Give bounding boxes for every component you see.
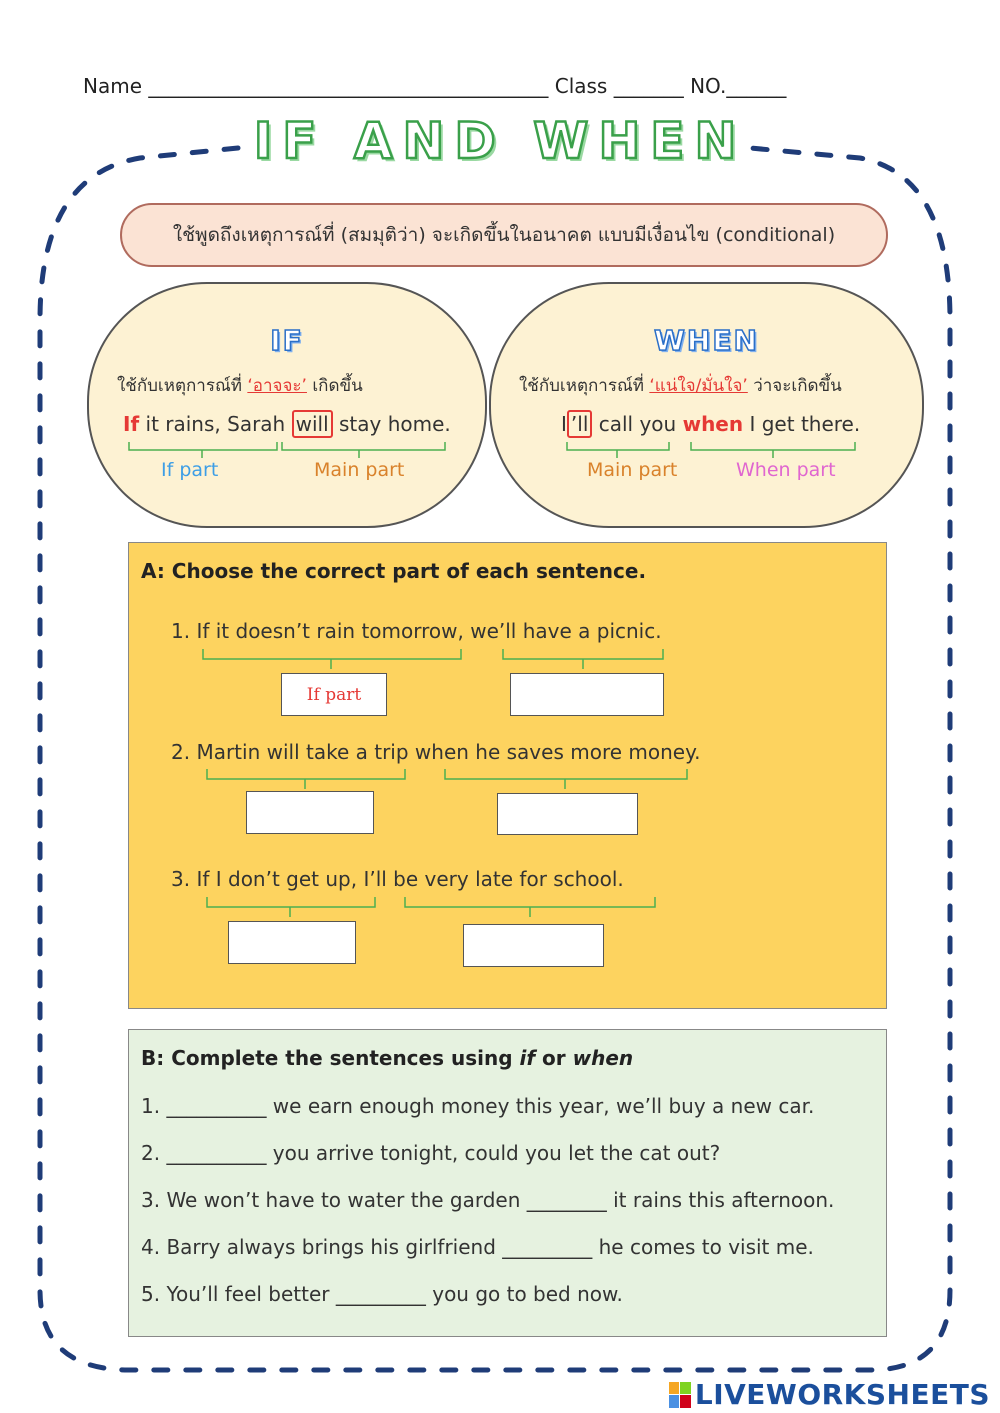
exercise-a2-braces bbox=[205, 767, 705, 793]
when-desc-quote: ‘แน่ใจ/มั่นใจ’ bbox=[649, 376, 748, 396]
if-part-label: If part bbox=[161, 459, 219, 481]
name-blank[interactable]: ________________________________________ bbox=[148, 74, 549, 98]
answer-box-a3-first[interactable] bbox=[228, 921, 356, 964]
exercise-a1-braces bbox=[201, 647, 671, 673]
if-sentence-end: stay home. bbox=[338, 412, 451, 436]
name-label: Name bbox=[83, 74, 143, 98]
section-b-title-if: if bbox=[519, 1046, 536, 1070]
class-label: Class bbox=[554, 74, 608, 98]
exercise-a1-sentence bbox=[171, 619, 662, 643]
when-main-part-label: Main part bbox=[587, 459, 678, 481]
number-field[interactable]: NO.______ bbox=[690, 74, 787, 98]
exercise-b5[interactable]: 5. You’ll feel better _________ you go to bed now. bbox=[141, 1282, 623, 1306]
answer-box-a2-first[interactable] bbox=[246, 791, 374, 834]
section-a-panel bbox=[128, 542, 887, 1009]
when-description bbox=[519, 372, 842, 399]
section-b-title bbox=[141, 1046, 633, 1070]
if-explanation-box bbox=[87, 282, 487, 528]
if-desc-post: เกิดขึ้น bbox=[312, 376, 363, 396]
intro-text: ใช้พูดถึงเหตุการณ์ที่ (สมมุติว่า) จะเกิดขึ้นในอนาคต แบบมีเงื่อนไข (conditional) bbox=[172, 224, 836, 246]
when-heading: WHEN bbox=[654, 324, 759, 357]
exercise-a3-sentence bbox=[171, 867, 624, 891]
section-b-title-pre: B: Complete the sentences using bbox=[141, 1046, 513, 1070]
exercise-a2-sentence bbox=[171, 740, 700, 764]
when-sentence-mid: call you bbox=[598, 412, 677, 436]
if-keyword: If bbox=[123, 412, 140, 436]
answer-box-a3-second[interactable] bbox=[463, 924, 604, 967]
exercise-a2-first: 2. Martin will take a trip bbox=[171, 740, 409, 764]
exercise-b2[interactable]: 2. __________ you arrive tonight, could you let the cat out? bbox=[141, 1141, 721, 1165]
when-desc-post: ว่าจะเกิดขึ้น bbox=[753, 376, 842, 396]
if-desc-pre: ใช้กับเหตุการณ์ที่ bbox=[117, 376, 242, 396]
exercise-b1[interactable]: 1. __________ we earn enough money this year, we’ll buy a new car. bbox=[141, 1094, 815, 1118]
if-main-part-label: Main part bbox=[314, 459, 405, 481]
section-a-title: A: Choose the correct part of each sentence. bbox=[141, 559, 647, 583]
intro-banner bbox=[120, 203, 888, 267]
answer-box-a2-second[interactable] bbox=[497, 793, 638, 835]
exercise-a3-first: 3. If I don’t get up, bbox=[171, 867, 358, 891]
if-desc-quote: ‘อาจจะ’ bbox=[247, 376, 307, 396]
when-example-sentence bbox=[561, 412, 860, 436]
if-description bbox=[117, 372, 363, 399]
ll-highlight: ’ll bbox=[567, 410, 592, 438]
section-b-title-or: or bbox=[542, 1046, 566, 1070]
section-b-title-when: when bbox=[572, 1046, 634, 1070]
when-sentence-i: I bbox=[561, 412, 567, 436]
exercise-b4[interactable]: 4. Barry always brings his girlfriend _________ he comes to visit me. bbox=[141, 1235, 814, 1259]
when-explanation-box bbox=[489, 282, 924, 528]
when-desc-pre: ใช้กับเหตุการณ์ที่ bbox=[519, 376, 644, 396]
logo-mark-icon bbox=[669, 1382, 691, 1408]
exercise-a3-second: I’ll be very late for school. bbox=[363, 867, 624, 891]
exercise-a1-second: we’ll have a picnic. bbox=[470, 619, 662, 643]
exercise-a2-second: when he saves more money. bbox=[414, 740, 701, 764]
if-heading: IF bbox=[270, 324, 304, 357]
liveworksheets-logo bbox=[669, 1378, 990, 1411]
exercise-a1-first: 1. If it doesn’t rain tomorrow, bbox=[171, 619, 464, 643]
exercise-a3-braces bbox=[205, 895, 665, 921]
if-example-sentence bbox=[123, 412, 451, 436]
class-blank[interactable]: _______ bbox=[613, 74, 684, 98]
answer-box-a1-first[interactable]: If part bbox=[281, 673, 387, 716]
will-highlight: will bbox=[292, 410, 333, 438]
exercise-b3[interactable]: 3. We won’t have to water the garden ________ it rains this afternoon. bbox=[141, 1188, 835, 1212]
section-b-panel bbox=[128, 1029, 887, 1337]
if-sentence-mid: it rains, Sarah bbox=[145, 412, 286, 436]
when-sentence-end: I get there. bbox=[749, 412, 861, 436]
when-keyword: when bbox=[682, 412, 744, 436]
when-part-label: When part bbox=[736, 459, 836, 481]
worksheet-title: IF AND WHEN bbox=[253, 112, 747, 170]
answer-box-a1-second[interactable] bbox=[510, 673, 664, 716]
logo-text: LIVEWORKSHEETS bbox=[694, 1378, 990, 1411]
